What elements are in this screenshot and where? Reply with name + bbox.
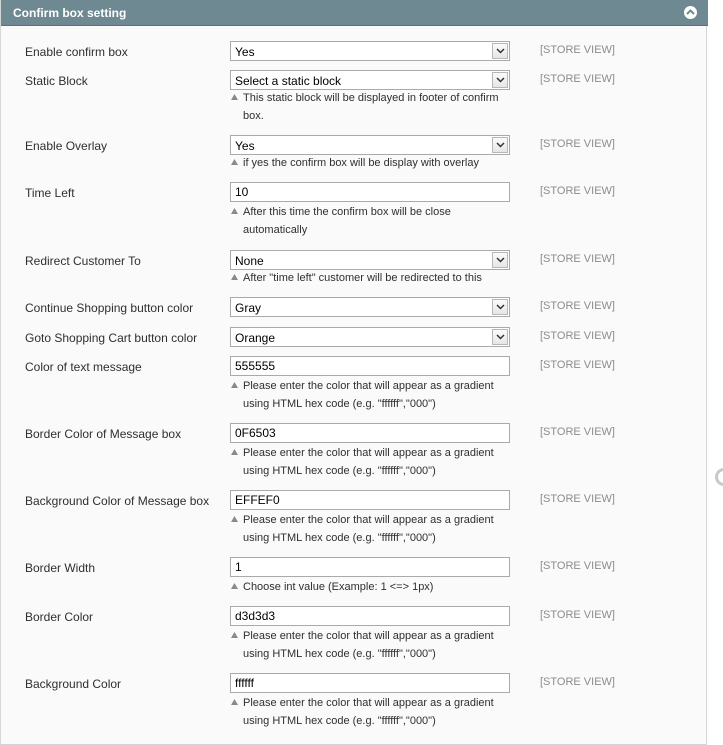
triangle-up-icon xyxy=(231,632,238,638)
note-line: Please enter the color that will appear as a gradient xyxy=(243,630,494,642)
selected-value: Orange xyxy=(235,331,276,345)
field-label: Background Color xyxy=(25,677,122,691)
scope-label: [STORE VIEW] xyxy=(540,73,615,85)
section-title: Confirm box setting xyxy=(13,6,127,20)
field-label: Color of text message xyxy=(25,360,142,374)
note-line: using HTML hex code (e.g. "ffffff","000") xyxy=(243,398,436,410)
note-line: using HTML hex code (e.g. "ffffff","000") xyxy=(243,465,436,477)
note-line: Please enter the color that will appear as a gradient xyxy=(243,697,494,709)
redirect-customer-select[interactable] xyxy=(230,250,510,270)
note-line: using HTML hex code (e.g. "ffffff","000") xyxy=(243,648,436,660)
field-note xyxy=(243,89,511,125)
scope-label: [STORE VIEW] xyxy=(540,185,615,197)
border-color-input[interactable] xyxy=(230,606,510,626)
field-note xyxy=(243,154,511,172)
triangle-up-icon xyxy=(231,274,238,280)
note-line: Please enter the color that will appear as a gradient xyxy=(243,514,494,526)
scope-label: [STORE VIEW] xyxy=(540,44,615,56)
field-label: Border Width xyxy=(25,561,96,575)
chevron-down-icon[interactable] xyxy=(492,329,508,345)
triangle-up-icon xyxy=(231,208,238,214)
enable-overlay-select[interactable] xyxy=(230,135,510,155)
field-note xyxy=(243,377,511,413)
scope-label: [STORE VIEW] xyxy=(540,138,615,150)
goto-cart-color-select[interactable] xyxy=(230,327,510,347)
continue-shopping-color-select[interactable] xyxy=(230,297,510,317)
field-label: Enable Overlay xyxy=(25,139,108,153)
static-block-select[interactable] xyxy=(230,70,510,90)
border-width-input[interactable] xyxy=(230,557,510,577)
chevron-down-icon[interactable] xyxy=(492,72,508,88)
text-message-color-input[interactable] xyxy=(230,356,510,376)
time-left-input[interactable] xyxy=(230,182,510,202)
triangle-up-icon xyxy=(231,516,238,522)
scope-label: [STORE VIEW] xyxy=(540,300,615,312)
note-line: automatically xyxy=(243,224,308,236)
scope-label: [STORE VIEW] xyxy=(540,330,615,342)
field-label: Goto Shopping Cart button color xyxy=(25,331,198,345)
field-label: Border Color of Message box xyxy=(25,427,182,441)
triangle-up-icon xyxy=(231,382,238,388)
field-label: Time Left xyxy=(25,186,75,200)
field-note xyxy=(243,578,511,596)
field-note xyxy=(243,627,511,663)
scroll-edge-indicator xyxy=(715,468,723,486)
field-note xyxy=(243,269,511,287)
triangle-up-icon xyxy=(231,159,238,165)
field-label: Static Block xyxy=(25,74,88,88)
note-line: After this time the confirm box will be close xyxy=(243,206,451,218)
scope-label: [STORE VIEW] xyxy=(540,609,615,621)
note-line: if yes the confirm box will be display with overlay xyxy=(243,157,479,169)
scope-label: [STORE VIEW] xyxy=(540,676,615,688)
chevron-down-icon[interactable] xyxy=(492,137,508,153)
chevron-down-icon[interactable] xyxy=(492,299,508,315)
note-line: After "time left" customer will be redirected to this xyxy=(243,272,482,284)
selected-value: None xyxy=(235,254,264,268)
note-line: box. xyxy=(243,110,264,122)
selected-value: Select a static block xyxy=(235,74,342,88)
note-line: This static block will be displayed in footer of confirm xyxy=(243,92,499,104)
field-note xyxy=(243,511,511,547)
message-border-color-input[interactable] xyxy=(230,423,510,443)
scope-label: [STORE VIEW] xyxy=(540,560,615,572)
triangle-up-icon xyxy=(231,449,238,455)
field-note xyxy=(243,694,511,730)
note-line: using HTML hex code (e.g. "ffffff","000") xyxy=(243,532,436,544)
triangle-up-icon xyxy=(231,583,238,589)
field-label: Border Color xyxy=(25,610,94,624)
scope-label: [STORE VIEW] xyxy=(540,493,615,505)
field-label: Background Color of Message box xyxy=(25,494,210,508)
scope-label: [STORE VIEW] xyxy=(540,426,615,438)
chevron-down-icon[interactable] xyxy=(492,252,508,268)
field-note xyxy=(243,444,511,480)
background-color-input[interactable] xyxy=(230,673,510,693)
chevron-down-icon[interactable] xyxy=(492,43,508,59)
triangle-up-icon xyxy=(231,699,238,705)
section-header[interactable] xyxy=(1,0,708,26)
selected-value: Gray xyxy=(235,301,262,315)
note-line: using HTML hex code (e.g. "ffffff","000") xyxy=(243,715,436,727)
selected-value: Yes xyxy=(235,45,255,59)
enable-confirm-box-select[interactable] xyxy=(230,41,510,61)
note-line: Please enter the color that will appear as a gradient xyxy=(243,380,494,392)
collapse-up-icon[interactable] xyxy=(684,6,697,19)
field-note xyxy=(243,203,511,239)
field-label: Continue Shopping button color xyxy=(25,301,194,315)
triangle-up-icon xyxy=(231,94,238,100)
selected-value: Yes xyxy=(235,139,255,153)
field-label: Enable confirm box xyxy=(25,45,128,59)
scope-label: [STORE VIEW] xyxy=(540,253,615,265)
note-line: Choose int value (Example: 1 <=> 1px) xyxy=(243,581,434,593)
scope-label: [STORE VIEW] xyxy=(540,359,615,371)
message-bg-color-input[interactable] xyxy=(230,490,510,510)
note-line: Please enter the color that will appear as a gradient xyxy=(243,447,494,459)
field-label: Redirect Customer To xyxy=(25,254,141,268)
